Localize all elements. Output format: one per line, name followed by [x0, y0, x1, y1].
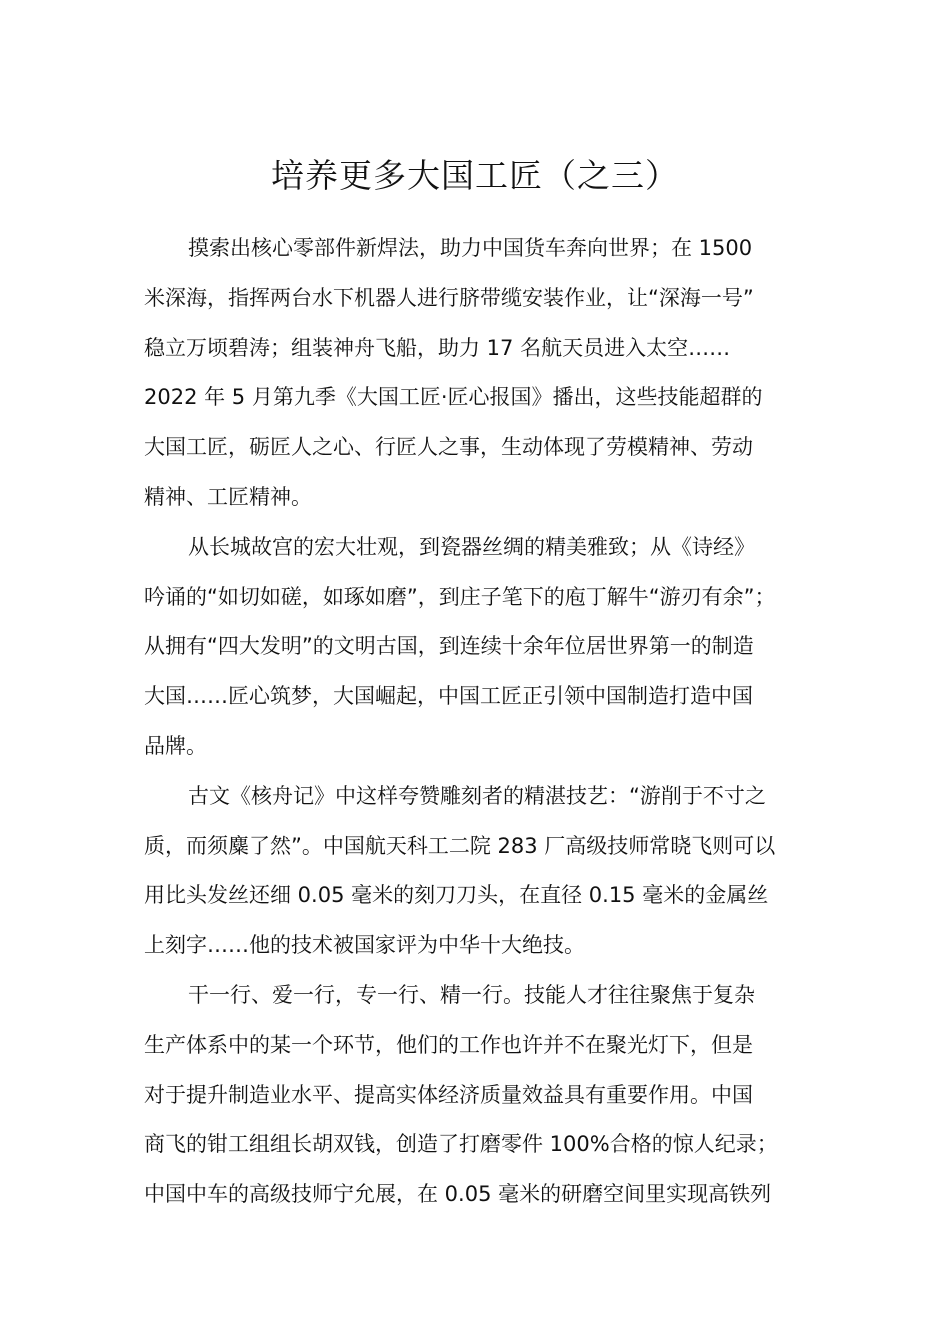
paragraph-4 [144, 971, 809, 1220]
text-line: 2022 年 5 月第九季《大国工匠·匠心报国》播出，这些技能超群的 [144, 385, 763, 410]
text-line: 品牌。 [144, 733, 207, 758]
document-body [144, 224, 809, 1220]
text-line: 摸索出核心零部件新焊法，助力中国货车奔向世界；在 1500 [188, 236, 753, 260]
text-line: 生产体系中的某一个环节，他们的工作也许并不在聚光灯下，但是 [144, 1032, 753, 1057]
paragraph-2 [144, 523, 809, 772]
text-line: 米深海，指挥两台水下机器人进行脐带缆安装作业，让“深海一号” [144, 285, 754, 310]
text-line: 从拥有“四大发明”的文明古国，到连续十余年位居世界第一的制造 [144, 634, 754, 659]
text-line: 大国……匠心筑梦，大国崛起，中国工匠正引领中国制造打造中国 [144, 684, 753, 709]
paragraph-1 [144, 224, 809, 523]
document-title: 培养更多大国工匠（之三） [271, 156, 679, 195]
text-line: 精神、工匠精神。 [144, 484, 312, 509]
paragraph-3 [144, 772, 809, 971]
text-line: 大国工匠，砺匠人之心、行匠人之事，生动体现了劳模精神、劳动 [144, 435, 753, 460]
text-line: 从长城故宫的宏大壮观，到瓷器丝绸的精美雅致；从《诗经》 [188, 534, 755, 559]
text-line: 上刻字……他的技术被国家评为中华十大绝技。 [144, 933, 585, 958]
text-line: 商飞的钳工组组长胡双钱，创造了打磨零件 100%合格的惊人纪录； [144, 1132, 778, 1157]
text-line: 吟诵的“如切如磋，如琢如磨”，到庄子笔下的庖丁解牛“游刃有余”； [144, 584, 776, 609]
text-line: 古文《核舟记》中这样夸赞雕刻者的精湛技艺：“游削于不寸之 [188, 783, 766, 808]
text-line: 用比头发丝还细 0.05 毫米的刻刀刀头，在直径 0.15 毫米的金属丝 [144, 883, 769, 908]
text-line: 对于提升制造业水平、提高实体经济质量效益具有重要作用。中国 [144, 1082, 753, 1107]
text-line: 干一行、爱一行，专一行、精一行。技能人才往往聚焦于复杂 [188, 982, 755, 1007]
text-line: 稳立万顷碧涛；组装神舟飞船，助力 17 名航天员进入太空…… [144, 335, 731, 360]
text-line: 质，而须麋了然”。中国航天科工二院 283 厂高级技师常晓飞则可以 [144, 833, 776, 858]
text-line: 中国中车的高级技师宁允展，在 0.05 毫米的研磨空间里实现高铁列 [144, 1182, 772, 1207]
